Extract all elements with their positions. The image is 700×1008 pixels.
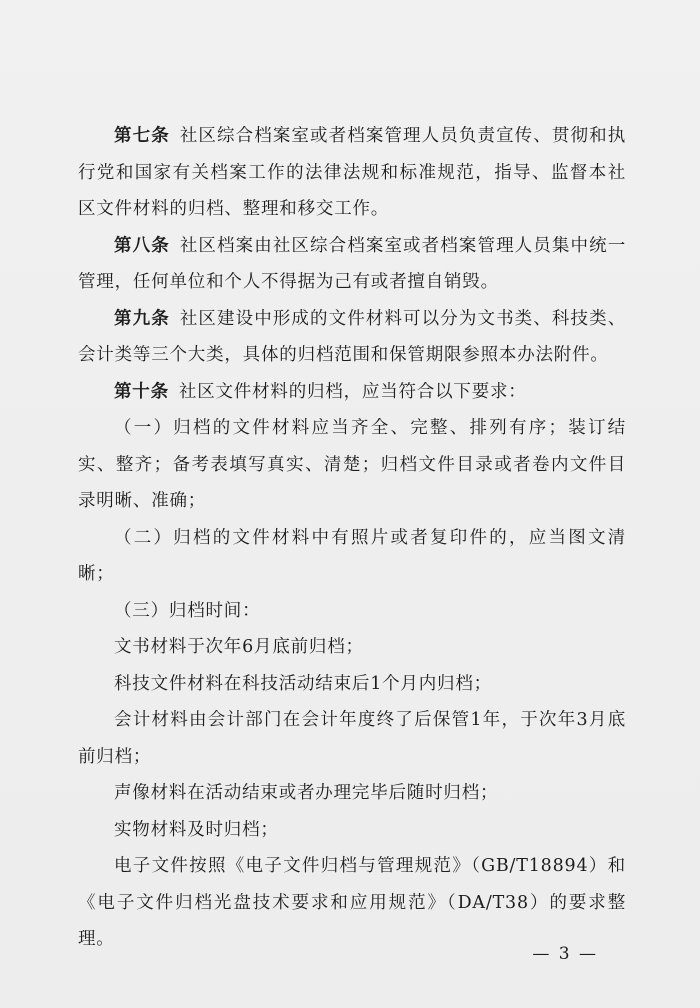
article-9-head: 第九条 — [114, 308, 170, 329]
article-7-text: 社区综合档案室或者档案管理人员负责宣传、贯彻和执行党和国家有关档案工作的法律法规和标准规范，指导、监督本社区文件材料的归档、整理和移交工作。 — [78, 126, 626, 219]
requirement-2: （二）归档的文件材料中有照片或者复印件的，应当图文清晰； — [78, 527, 626, 584]
article-8-head: 第八条 — [114, 235, 170, 256]
article-9 — [78, 301, 626, 374]
article-7-head: 第七条 — [114, 126, 170, 146]
article-7 — [78, 118, 626, 228]
timing-documents: 文书材料于次年6月底前归档； — [114, 637, 364, 657]
timing-technology: 科技文件材料在科技活动结束后1个月内归档； — [114, 673, 492, 694]
timing-audiovisual: 声像材料在活动结束或者办理完毕后随时归档； — [114, 783, 499, 803]
timing-electronic: 电子文件按照《电子文件归档与管理规范》（GB/T18894）和《电子文件归档光盘技术要求和应用规范》（DA/T38）的要求整理。 — [78, 856, 626, 949]
document-body — [78, 118, 626, 958]
requirement-1: （一）归档的文件材料应当齐全、完整、排列有序；装订结实、整齐；备考表填写真实、清楚；归档文件目录或者卷内文件目录明晰、准确； — [78, 418, 626, 511]
article-10-head: 第十条 — [114, 381, 169, 402]
article-10-text: 社区文件材料的归档，应当符合以下要求： — [178, 381, 527, 402]
article-8-text: 社区档案由社区综合档案室或者档案管理人员集中统一管理，任何单位和个人不得据为己有或者擅自销毁。 — [78, 235, 626, 292]
page-number: — 3 — — [532, 944, 598, 964]
timing-accounting: 会计材料由会计部门在会计年度终了后保管1年，于次年3月底前归档； — [78, 710, 626, 767]
article-9-text: 社区建设中形成的文件材料可以分为文书类、科技类、会计类等三个大类，具体的归档范围和保管期限参照本办法附件。 — [78, 308, 626, 365]
requirement-3: （三）归档时间： — [114, 600, 261, 621]
timing-physical: 实物材料及时归档； — [114, 819, 279, 840]
article-8 — [78, 228, 626, 301]
article-10 — [78, 374, 626, 411]
